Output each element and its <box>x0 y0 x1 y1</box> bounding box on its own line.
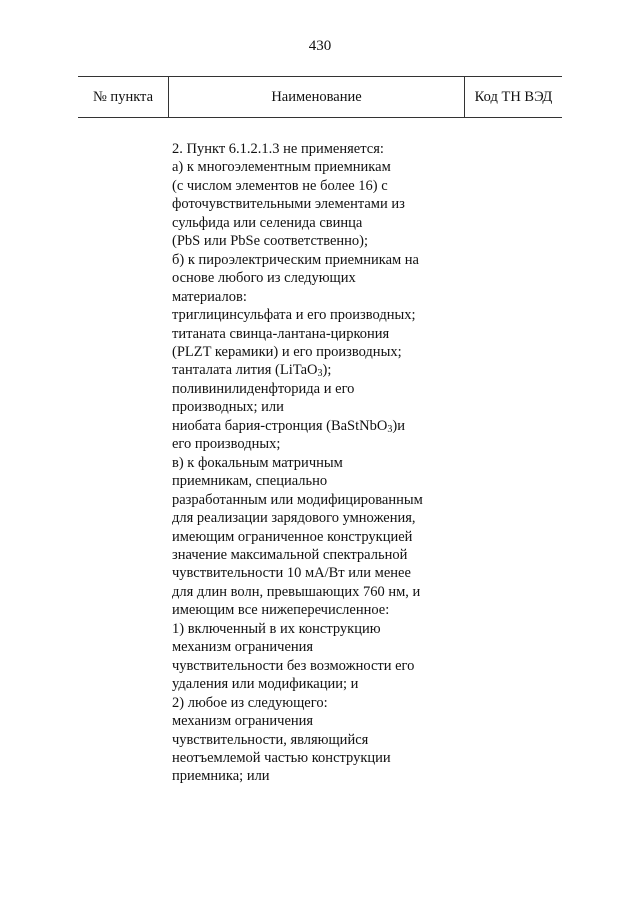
text-line: производных; или <box>172 399 284 416</box>
text-line: удаления или модификации; и <box>172 676 359 693</box>
column-header-name: Наименование <box>168 77 464 117</box>
text-fragment: ); <box>322 362 332 379</box>
text-line: а) к многоэлементным приемникам <box>172 159 391 176</box>
column-header-code: Код ТН ВЭД <box>464 77 562 117</box>
text-line: разработанным или модифицированным <box>172 491 423 508</box>
text-line: механизм ограничения <box>172 713 314 730</box>
item-description <box>172 140 472 786</box>
text-line-basrnbo3 <box>172 417 472 435</box>
text-line: основе любого из следующих <box>172 270 356 287</box>
text-fragment: )и <box>392 417 405 434</box>
text-line: значение максимальной спектральной <box>172 546 408 563</box>
text-line: приемника; или <box>172 768 270 785</box>
text-fragment: ниобата бария-стронция (BaStNbO <box>172 417 388 434</box>
text-line: имеющим все нижеперечисленное: <box>172 602 390 619</box>
text-line: механизм ограничения <box>172 639 314 656</box>
text-line: материалов: <box>172 288 247 305</box>
text-line-litao3 <box>172 361 472 379</box>
text-line: триглицинсульфата и его производных; <box>172 307 416 324</box>
table-header <box>78 76 562 118</box>
text-line: для длин волн, превышающих 760 нм, и <box>172 583 421 600</box>
subscript: 3 <box>317 368 323 380</box>
text-line: (PLZT керамики) и его производных; <box>172 343 402 360</box>
text-line: чувствительности без возможности его <box>172 657 415 674</box>
text-line: (PbS или PbSe соответственно); <box>172 233 369 250</box>
text-line: неотъемлемой частью конструкции <box>172 749 391 766</box>
text-line: фоточувствительными элементами из <box>172 196 405 213</box>
text-line: его производных; <box>172 436 281 453</box>
text-line: чувствительности, являющийся <box>172 731 369 748</box>
text-line: 2) любое из следующего: <box>172 694 328 711</box>
text-fragment: танталата лития (LiTaO <box>172 362 318 379</box>
text-line: сульфида или селенида свинца <box>172 214 363 231</box>
text-line: чувствительности 10 мА/Вт или менее <box>172 565 411 582</box>
text-line: поливинилиденфторида и его <box>172 380 355 397</box>
subscript: 3 <box>387 423 393 435</box>
text-line: титаната свинца-лантана-циркония <box>172 325 390 342</box>
text-line: б) к пироэлектрическим приемникам на <box>172 251 419 268</box>
text-line: в) к фокальным матричным <box>172 454 343 471</box>
text-line: (с числом элементов не более 16) с <box>172 177 388 194</box>
page-number: 430 <box>308 38 332 54</box>
column-header-item-number: № пункта <box>92 89 154 105</box>
text-line: 1) включенный в их конструкцию <box>172 620 381 637</box>
text-line: 2. Пункт 6.1.2.1.3 не применяется: <box>172 141 384 157</box>
text-line: приемникам, специально <box>172 473 328 490</box>
text-line: имеющим ограниченное конструкцией <box>172 528 413 545</box>
text-line: для реализации зарядового умножения, <box>172 510 416 527</box>
